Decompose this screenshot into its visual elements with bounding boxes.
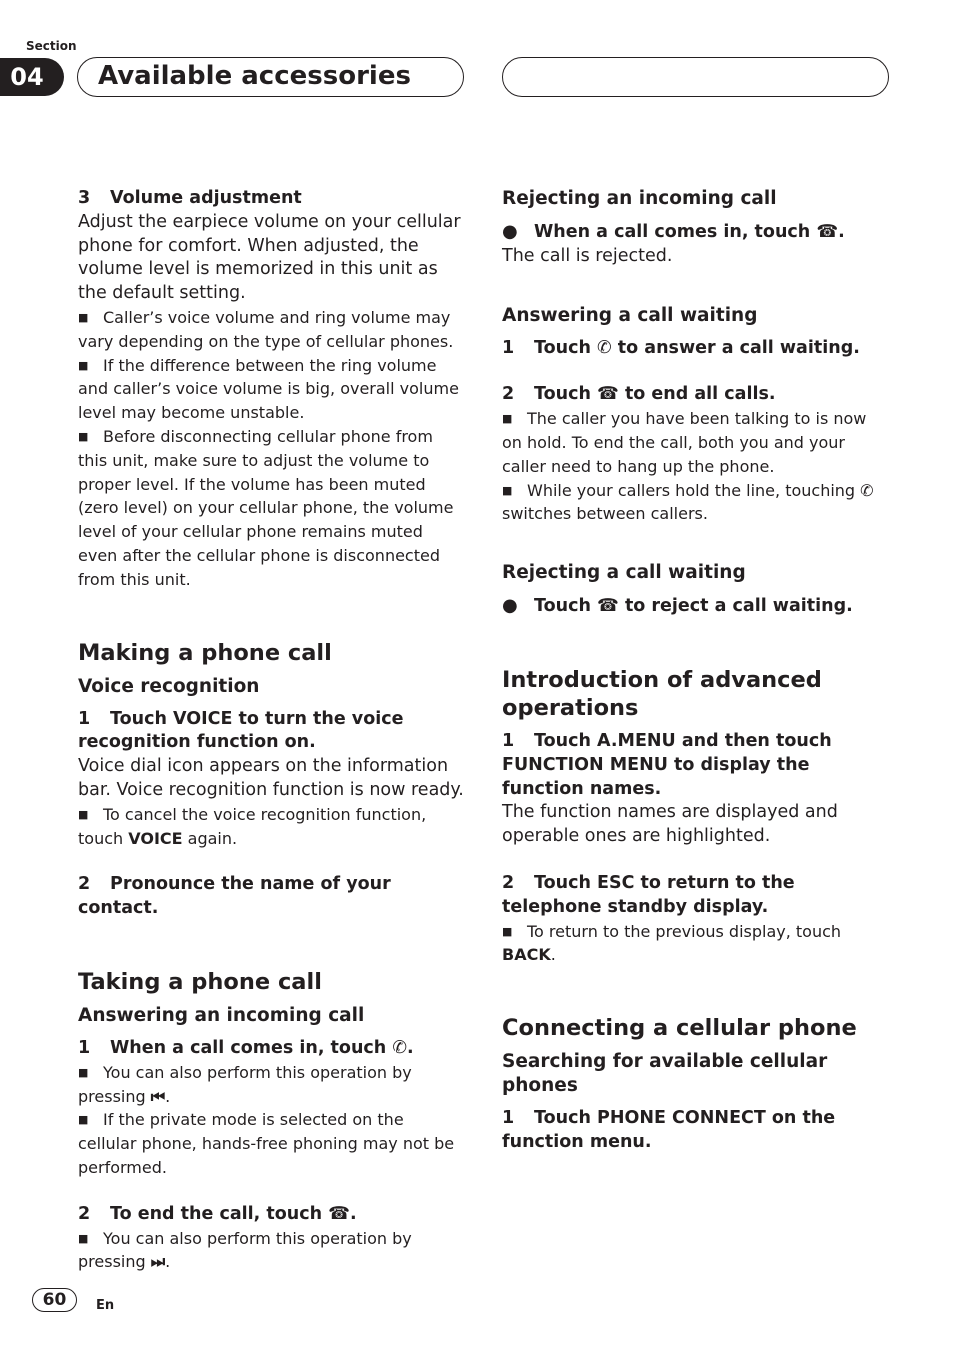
step: 2 Touch ESC to return to the telephone standby display.: [502, 872, 795, 917]
note: ■ Caller’s voice volume and ring volume may vary depending on the type of cellular phones.: [78, 307, 454, 351]
phone-hangup-icon: ☎: [597, 384, 619, 405]
square-bullet-icon: ■: [78, 1113, 89, 1127]
phone-answer-icon: ✆: [597, 337, 612, 358]
square-bullet-icon: ■: [502, 483, 513, 497]
step-volume-adjustment: 3 Volume adjustment: [78, 188, 302, 208]
phone-hangup-icon: ☎: [816, 222, 839, 242]
note: ■ If the difference between the ring volume and caller’s voice volume is big, overall volume level may become unstable.: [78, 355, 459, 423]
skip-forward-icon: ⏭: [150, 1252, 166, 1272]
square-bullet-icon: ■: [78, 1065, 89, 1079]
square-bullet-icon: ■: [78, 310, 89, 324]
language-label: En: [96, 1298, 115, 1313]
note: ■ To return to the previous display, touch BACK.: [502, 921, 842, 965]
skip-back-icon: ⏮: [150, 1086, 166, 1106]
note: ■ While your callers hold the line, touching ✆ switches between callers.: [502, 480, 874, 524]
subheading-searching: Searching for available cellular phones: [502, 1051, 828, 1097]
phone-answer-icon: ✆: [392, 1037, 408, 1058]
step: 2 Touch ☎ to end all calls.: [502, 383, 890, 407]
subheading-answering-incoming: Answering an incoming call: [78, 1004, 365, 1026]
paragraph: The function names are displayed and operable ones are highlighted.: [502, 802, 838, 847]
note: ■ You can also perform this operation by pressing ⏭.: [78, 1227, 466, 1275]
square-bullet-icon: ■: [78, 1231, 89, 1245]
step: 1 Touch ✆ to answer a call waiting.: [502, 337, 890, 361]
phone-hangup-icon: ☎: [597, 596, 619, 617]
phone-hangup-icon: ☎: [328, 1203, 350, 1224]
subheading-rejecting-incoming: Rejecting an incoming call: [502, 188, 777, 209]
page-title: Available accessories: [77, 57, 464, 97]
square-bullet-icon: ■: [502, 412, 513, 426]
note: ■ You can also perform this operation by pressing ⏮.: [78, 1061, 466, 1109]
bullet-step: ● When a call comes in, touch ☎.: [502, 220, 890, 245]
step: 1 Touch PHONE CONNECT on the function menu.: [502, 1108, 836, 1152]
paragraph: The call is rejected.: [502, 245, 673, 266]
step: 2 To end the call, touch ☎.: [78, 1203, 466, 1227]
page-number: 60: [32, 1288, 77, 1312]
right-column: [502, 187, 890, 1155]
square-bullet-icon: ■: [502, 924, 513, 938]
section-label: Section: [26, 39, 77, 53]
note: ■ The caller you have been talking to is now on hold. To end the call, both you and your caller need to hang up the phone.: [502, 409, 867, 476]
phone-answer-icon: ✆: [860, 480, 874, 500]
subheading-answering-waiting: Answering a call waiting: [502, 304, 758, 326]
paragraph: Adjust the earpiece volume on your cellular phone for comfort. When adjusted, the volume level is memorized in this unit as the default setting.: [78, 211, 461, 304]
note: ■ If the private mode is selected on the cellular phone, hands-free phoning may not be performed.: [78, 1110, 455, 1177]
heading-connecting-cellular: Connecting a cellular phone: [502, 1015, 857, 1042]
square-bullet-icon: ■: [78, 807, 89, 821]
bullet-step: ● Touch ☎ to reject a call waiting.: [502, 594, 890, 619]
paragraph: Voice dial icon appears on the information bar. Voice recognition function is now ready.: [78, 756, 464, 800]
round-bullet-icon: ●: [502, 221, 518, 242]
heading-making-phone-call: Making a phone call: [78, 639, 332, 666]
heading-introduction-advanced: Introduction of advanced operations: [502, 666, 822, 721]
square-bullet-icon: ■: [78, 358, 89, 372]
left-column: [78, 187, 466, 1274]
subheading-voice-recognition: Voice recognition: [78, 675, 260, 697]
note: ■ Before disconnecting cellular phone from this unit, make sure to adjust the volume to proper level. If the volume has been muted (zero level) on your cellular phone, the volume level of your cellular phone remains muted even after the cellular phone is disconnected from this unit.: [78, 426, 454, 589]
subheading-rejecting-waiting: Rejecting a call waiting: [502, 562, 746, 584]
step: 1 When a call comes in, touch ✆.: [78, 1037, 466, 1061]
heading-taking-phone-call: Taking a phone call: [78, 968, 322, 995]
header-blank-box: [502, 57, 889, 97]
section-number-badge: 04: [0, 58, 64, 96]
round-bullet-icon: ●: [502, 595, 518, 617]
step: 2 Pronounce the name of your contact.: [78, 874, 391, 919]
step: 1 Touch VOICE to turn the voice recognition function on.: [78, 708, 404, 753]
square-bullet-icon: ■: [78, 429, 89, 443]
step: 1 Touch A.MENU and then touch FUNCTION MENU to display the function names.: [502, 730, 832, 799]
note: ■ To cancel the voice recognition function, touch VOICE again.: [78, 804, 427, 848]
